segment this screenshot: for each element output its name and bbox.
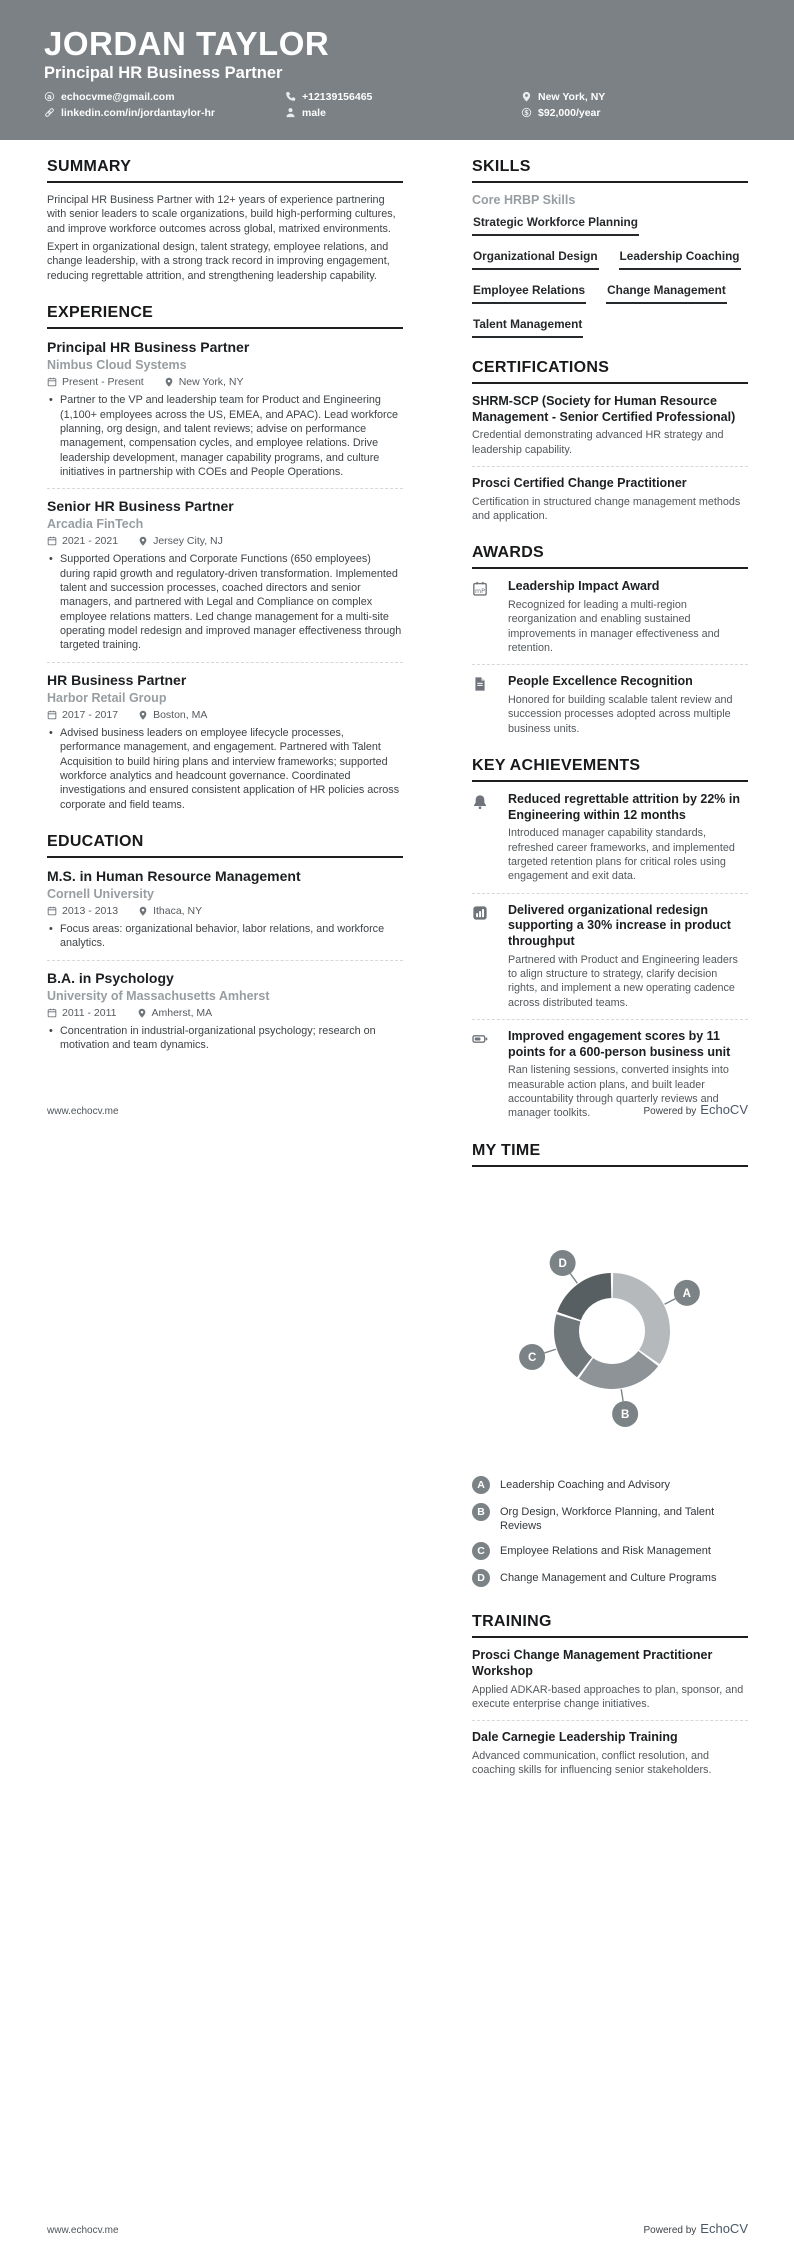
education-bullet: • Concentration in industrial-organizational psychology; research on motivation and team dynamics. <box>47 1024 403 1053</box>
dashed-divider <box>472 1720 748 1721</box>
right-column <box>472 158 748 1799</box>
site-link[interactable]: www.echocv.me <box>47 2225 119 2236</box>
person-name: JORDAN TAYLOR <box>44 25 330 62</box>
calendar-icon <box>47 1008 57 1018</box>
skill-item: Leadership Coaching <box>619 249 741 270</box>
legend-item <box>472 1503 748 1534</box>
dashed-divider <box>472 893 748 894</box>
dashed-divider <box>472 664 748 665</box>
training-section <box>472 1613 748 1777</box>
site-link[interactable]: www.echocv.me <box>47 1106 119 1117</box>
brand-link[interactable]: EchoCV <box>700 1102 748 1117</box>
date-range: 2013 - 2013 <box>47 905 118 917</box>
experience-section <box>47 304 403 812</box>
training-entry <box>472 1648 748 1711</box>
skill-item: Organizational Design <box>472 249 599 270</box>
achievement-entry <box>472 903 748 1010</box>
section-heading-awards: AWARDS <box>472 544 748 569</box>
skill-list <box>472 215 748 338</box>
degree-title: B.A. in Psychology <box>47 969 174 986</box>
school-location: Amherst, MA <box>137 1007 213 1019</box>
job-bullet: • Supported Operations and Corporate Functions (650 employees) during rapid growth and regulatory-driven transformation. Implemented talent and succession processes, coached directors and senior managers, and partnered with Legal and Compliance on complex employee relations matters. Led change management for a multi-site operating model redesign and improved manager effectiveness through targeted training. <box>47 552 403 653</box>
award-title: Leadership Impact Award <box>508 579 660 594</box>
contact-list <box>44 91 750 119</box>
dashed-divider <box>47 488 403 489</box>
section-heading-certifications: CERTIFICATIONS <box>472 359 748 384</box>
certification-title: Prosci Certified Change Practitioner <box>472 475 687 490</box>
contact-salary: $92,000/year <box>521 107 750 119</box>
powered-by-label: Powered by <box>643 2225 697 2236</box>
award-desc: Recognized for leading a multi-region reorganization and enabling sustained improvements in manager effectiveness and retention. <box>508 598 720 655</box>
date-range: 2017 - 2017 <box>47 709 118 721</box>
pin-icon <box>138 710 148 720</box>
achievement-title: Reduced regrettable attrition by 22% in Engineering within 12 months <box>508 792 740 822</box>
calendar-icon <box>47 536 57 546</box>
section-heading-my-time: MY TIME <box>472 1142 748 1167</box>
skills-category-label: Core HRBP Skills <box>472 193 576 207</box>
school-location: Ithaca, NY <box>138 905 202 917</box>
job-title: Senior HR Business Partner <box>47 498 234 515</box>
link-icon <box>44 107 55 118</box>
legend-marker: B <box>472 1503 490 1521</box>
contact-phone[interactable]: +12139156465 <box>285 91 521 103</box>
pin-icon <box>137 1008 147 1018</box>
document-icon <box>472 674 498 736</box>
legend-item <box>472 1569 748 1587</box>
award-entry <box>472 579 748 655</box>
award-desc: Honored for building scalable talent review and succession processes adopted across multiple business units. <box>508 694 733 735</box>
bar-chart-icon <box>472 903 498 1010</box>
dashed-divider <box>47 960 403 961</box>
job-location: New York, NY <box>164 376 244 388</box>
education-section <box>47 833 403 1052</box>
contact-linkedin[interactable]: linkedin.com/in/jordantaylor-hr <box>44 107 285 119</box>
legend-label: Leadership Coaching and Advisory <box>500 1478 671 1491</box>
at-icon <box>44 91 55 102</box>
brand-link[interactable]: EchoCV <box>700 2221 748 2236</box>
calendar-icon <box>47 377 57 387</box>
training-desc: Advanced communication, conflict resolution, and coaching skills for influencing senior stakeholders. <box>472 1749 712 1777</box>
date-range: 2021 - 2021 <box>47 535 118 547</box>
summary-paragraph: Expert in organizational design, talent strategy, employee relations, and change leadership, with a strong track record in improving engagement, reducing regrettable attrition, and strengthening leadership capability. <box>47 241 390 282</box>
summary-paragraph: Principal HR Business Partner with 12+ years of experience partnering with senior leaders to scale organizations, build high-performing cultures, and improve workforce outcomes across global, matrixed environments. <box>47 194 396 235</box>
section-heading-skills: SKILLS <box>472 158 748 183</box>
job-bullet: • Partner to the VP and leadership team for Product and Engineering (1,100+ employees across the US, EMEA, and APAC). Lead workforce planning, org design, and talent reviews; advise on performance management, compensation cycles, and employee relations. Drive leadership development, manager capability programs, and culture initiatives in partnership with COEs and People Operations. <box>47 393 403 479</box>
calendar-icon <box>47 906 57 916</box>
calendar-award-icon <box>472 579 498 655</box>
page-footer <box>47 2220 748 2238</box>
company-name: Nimbus Cloud Systems <box>47 358 187 373</box>
dashed-divider <box>472 466 748 467</box>
pin-icon <box>521 91 532 102</box>
section-heading-education: EDUCATION <box>47 833 403 858</box>
job-title: Principal HR Business Partner <box>47 339 250 356</box>
experience-entry <box>47 672 403 812</box>
legend-item <box>472 1542 748 1560</box>
date-range: 2011 - 2011 <box>47 1007 117 1019</box>
school-name: Cornell University <box>47 886 154 901</box>
legend-label: Org Design, Workforce Planning, and Talent Reviews <box>500 1505 715 1533</box>
certification-entry <box>472 394 748 457</box>
award-title: People Excellence Recognition <box>508 674 693 689</box>
time-allocation-donut-chart <box>472 1219 748 1464</box>
achievement-desc: Introduced manager capability standards, refreshed career frameworks, and implemented targeted retention plans for critical roles using engagement and exit data. <box>508 827 735 883</box>
pin-icon <box>138 906 148 916</box>
pin-icon <box>164 377 174 387</box>
training-entry <box>472 1730 748 1777</box>
section-heading-achievements: KEY ACHIEVEMENTS <box>472 757 748 782</box>
job-location: Jersey City, NJ <box>138 535 223 547</box>
achievement-title: Improved engagement scores by 11 points for a 600-person business unit <box>508 1029 731 1059</box>
svg-text:B: B <box>620 1408 630 1421</box>
achievement-desc: Partnered with Product and Engineering leaders to align structure to strategy, clarify decision rights, and implement a new operating cadence across distributed teams. <box>508 953 738 1009</box>
company-name: Harbor Retail Group <box>47 690 167 705</box>
contact-gender: male <box>285 107 521 119</box>
date-range: Present - Present <box>47 376 144 388</box>
person-icon <box>285 107 296 118</box>
dashed-divider <box>472 1019 748 1020</box>
legend-marker: A <box>472 1476 490 1494</box>
chart-legend <box>472 1476 748 1588</box>
experience-entry <box>47 339 403 479</box>
achievement-entry <box>472 792 748 884</box>
svg-text:C: C <box>527 1351 537 1364</box>
key-achievements-section <box>472 757 748 1121</box>
pin-icon <box>138 536 148 546</box>
section-heading-experience: EXPERIENCE <box>47 304 403 329</box>
bell-icon <box>472 792 498 884</box>
training-desc: Applied ADKAR-based approaches to plan, sponsor, and execute enterprise change initiatives. <box>472 1683 744 1710</box>
training-title: Prosci Change Management Practitioner Workshop <box>472 1648 713 1678</box>
phone-icon <box>285 91 296 102</box>
summary-section <box>47 158 403 283</box>
legend-label: Employee Relations and Risk Management <box>500 1545 711 1558</box>
achievement-desc: Ran listening sessions, converted insights into measurable action plans, and built leader accountability through quarterly reviews and manager toolkits. <box>508 1064 729 1120</box>
awards-section <box>472 544 748 736</box>
company-name: Arcadia FinTech <box>47 517 144 532</box>
my-time-section <box>472 1142 748 1588</box>
job-title: HR Business Partner <box>47 671 187 688</box>
calendar-icon <box>47 710 57 720</box>
page-footer <box>47 1101 748 1119</box>
education-entry <box>47 868 403 951</box>
legend-label: Change Management and Culture Programs <box>500 1572 717 1585</box>
training-title: Dale Carnegie Leadership Training <box>472 1730 678 1745</box>
svg-text:A: A <box>682 1287 691 1300</box>
certifications-section <box>472 359 748 523</box>
dollar-icon <box>521 107 532 118</box>
experience-entry <box>47 498 403 653</box>
certification-entry <box>472 476 748 523</box>
skills-section <box>472 158 748 338</box>
powered-by-label: Powered by <box>643 1106 697 1117</box>
skill-item: Talent Management <box>472 317 583 338</box>
legend-marker: D <box>472 1569 490 1587</box>
contact-email[interactable]: echocvme@gmail.com <box>44 91 285 103</box>
skill-item: Strategic Workforce Planning <box>472 215 639 236</box>
section-heading-training: TRAINING <box>472 1613 748 1638</box>
job-bullet: • Advised business leaders on employee lifecycle processes, performance management, and engagement. Partnered with Talent Acquisition to build hiring plans and interview frameworks; supported workforce analytics and headcount governance. Coordinated investigations and ensured consistent application of HR policies across corporate and field teams. <box>47 726 403 812</box>
legend-item <box>472 1476 748 1494</box>
legend-marker: C <box>472 1542 490 1560</box>
skill-item: Employee Relations <box>472 283 586 304</box>
contact-location: New York, NY <box>521 91 750 103</box>
certification-title: SHRM-SCP (Society for Human Resource Management - Senior Certified Professional) <box>472 394 736 424</box>
education-bullet: • Focus areas: organizational behavior, labor relations, and workforce analytics. <box>47 922 403 951</box>
achievement-title: Delivered organizational redesign supporting a 30% increase in product throughput <box>508 902 731 949</box>
person-job-title: Principal HR Business Partner <box>44 63 283 82</box>
svg-text:D: D <box>558 1257 567 1270</box>
education-entry <box>47 970 403 1053</box>
donut-chart-svg <box>472 1219 748 1459</box>
degree-title: M.S. in Human Resource Management <box>47 867 301 884</box>
dashed-divider <box>47 662 403 663</box>
award-entry <box>472 674 748 736</box>
skill-item: Change Management <box>606 283 727 304</box>
job-location: Boston, MA <box>138 709 207 721</box>
section-heading-summary: SUMMARY <box>47 158 403 183</box>
left-column <box>47 158 403 1073</box>
certification-desc: Credential demonstrating advanced HR strategy and leadership capability. <box>472 429 724 456</box>
certification-desc: Certification in structured change management methods and application. <box>472 495 741 522</box>
resume-header <box>0 0 794 140</box>
school-name: University of Massachusetts Amherst <box>47 988 270 1003</box>
